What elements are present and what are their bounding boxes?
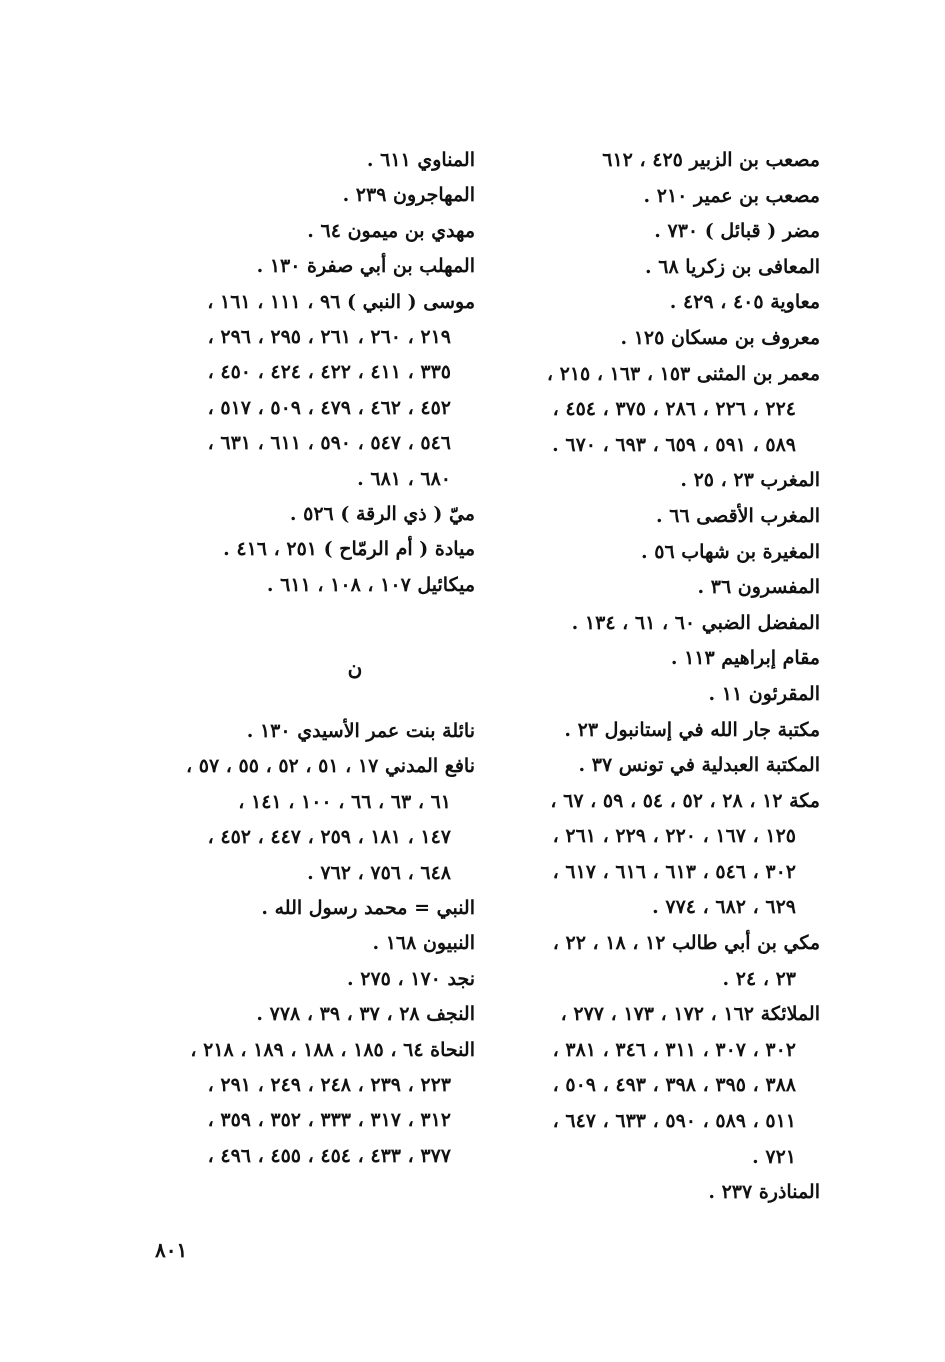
page-number: ٨٠١ xyxy=(155,1238,188,1262)
index-entries-nun xyxy=(155,714,475,1174)
index-column-left xyxy=(155,143,475,1174)
index-entry: الملائكة ١٦٢ ، ١٧٢ ، ١٧٣ ، ٢٧٧ ، xyxy=(560,1003,820,1026)
index-entry-continuation: ٧٢١ . xyxy=(752,1145,796,1168)
index-entry: المناذرة ٢٣٧ . xyxy=(708,1181,820,1204)
index-entry-continuation: ٣٣٥ ، ٤١١ ، ٤٢٢ ، ٤٢٤ ، ٤٥٠ ، xyxy=(207,361,451,384)
index-entry-continuation: ٣٨٨ ، ٣٩٥ ، ٣٩٨ ، ٤٩٣ ، ٥٠٩ ، xyxy=(552,1074,796,1097)
index-entry: مكة ١٢ ، ٢٨ ، ٥٢ ، ٥٤ ، ٥٩ ، ٦٧ ، xyxy=(550,789,820,812)
index-entry: المقرئون ١١ . xyxy=(708,682,820,705)
index-entry-continuation: ٣١٢ ، ٣١٧ ، ٣٣٣ ، ٣٥٢ ، ٣٥٩ ، xyxy=(207,1109,451,1132)
index-entry: النحاة ٦٤ ، ١٨٥ ، ١٨٨ ، ١٨٩ ، ٢١٨ ، xyxy=(190,1038,475,1061)
index-entry: مضر ( قبائل ) ٧٣٠ . xyxy=(654,220,820,243)
index-entry-continuation: ١٤٧ ، ١٨١ ، ٢٥٩ ، ٤٤٧ ، ٤٥٢ ، xyxy=(207,826,451,849)
index-entry-continuation: ٥١١ ، ٥٨٩ ، ٥٩٠ ، ٦٣٣ ، ٦٤٧ ، xyxy=(552,1110,796,1133)
index-entry-continuation: ٦٤٨ ، ٧٥٦ ، ٧٦٢ . xyxy=(307,861,451,884)
index-entry: المعافى بن زكريا ٦٨ . xyxy=(645,255,820,278)
index-entry: ميادة ( أم الرمّاح ) ٢٥١ ، ٤١٦ . xyxy=(223,538,475,561)
section-spacer xyxy=(155,698,475,714)
index-entry: المناوي ٦١١ . xyxy=(366,149,475,171)
index-entry: المفسرون ٣٦ . xyxy=(697,576,820,599)
index-entry: مقام إبراهيم ١١٣ . xyxy=(670,647,820,670)
index-column-right xyxy=(490,143,820,1211)
index-entry: نائلة بنت عمر الأسيدي ١٣٠ . xyxy=(246,720,475,743)
index-entries-mim xyxy=(155,143,475,603)
index-entry: المفضل الضبي ٦٠ ، ٦١ ، ١٣٤ . xyxy=(571,611,820,634)
index-entry: مهدي بن ميمون ٦٤ . xyxy=(307,219,475,242)
index-entry-continuation: ٥٤٦ ، ٥٤٧ ، ٥٩٠ ، ٦١١ ، ٦٣١ ، xyxy=(207,432,451,455)
section-letter-heading: ن xyxy=(347,656,363,681)
index-entry-continuation: ٦١ ، ٦٣ ، ٦٦ ، ١٠٠ ، ١٤١ ، xyxy=(238,790,451,813)
index-entry-continuation: ٦٢٩ ، ٦٨٢ ، ٧٧٤ . xyxy=(652,896,796,919)
index-entry: المغيرة بن شهاب ٥٦ . xyxy=(641,540,820,563)
index-entry: المهلب بن أبي صفرة ١٣٠ . xyxy=(256,255,475,278)
index-entry: معاوية ٤٠٥ ، ٤٢٩ . xyxy=(669,291,820,314)
index-entry-continuation: ٣٠٢ ، ٥٤٦ ، ٦١٣ ، ٦١٦ ، ٦١٧ ، xyxy=(552,860,796,883)
index-entry-continuation: ٢٢٤ ، ٢٢٦ ، ٢٨٦ ، ٣٧٥ ، ٤٥٤ ، xyxy=(552,398,796,421)
index-entry-continuation: ٣٧٧ ، ٤٣٣ ، ٤٥٤ ، ٤٥٥ ، ٤٩٦ ، xyxy=(207,1144,451,1167)
index-entry-continuation: ٢٢٣ ، ٢٣٩ ، ٢٤٨ ، ٢٤٩ ، ٢٩١ ، xyxy=(207,1073,451,1096)
index-entry-continuation: ٢٣ ، ٢٤ . xyxy=(722,967,796,990)
index-entry: مكتبة جار الله في إستانبول ٢٣ . xyxy=(564,718,820,741)
index-entry: معروف بن مسكان ١٢٥ . xyxy=(620,326,820,349)
index-entry: مصعب بن الزبير ٤٢٥ ، ٦١٢ xyxy=(602,149,820,171)
index-entry: المغرب ٢٣ ، ٢٥ . xyxy=(680,469,820,492)
index-entry: ميكائيل ١٠٧ ، ١٠٨ ، ٦١١ . xyxy=(266,573,475,596)
index-entry: المهاجرون ٢٣٩ . xyxy=(342,184,475,207)
index-entry-continuation: ٥٨٩ ، ٥٩١ ، ٦٥٩ ، ٦٩٣ ، ٦٧٠ . xyxy=(552,433,796,456)
index-entry: معمر بن المثنى ١٥٣ ، ١٦٣ ، ٢١٥ ، xyxy=(546,362,820,385)
index-entry-continuation: ١٢٥ ، ١٦٧ ، ٢٢٠ ، ٢٢٩ ، ٢٦١ ، xyxy=(552,825,796,848)
index-entry: مكي بن أبي طالب ١٢ ، ١٨ ، ٢٢ ، xyxy=(552,932,820,955)
section-gap xyxy=(155,603,475,638)
index-entry-continuation: ٦٨٠ ، ٦٨١ . xyxy=(357,467,451,490)
index-entry: مصعب بن عمير ٢١٠ . xyxy=(643,184,820,207)
index-entry: النبي = محمد رسول الله . xyxy=(261,897,475,920)
index-entry: ميّ ( ذي الرقة ) ٥٢٦ . xyxy=(289,502,475,525)
index-entry-continuation: ٢١٩ ، ٢٦٠ ، ٢٦١ ، ٢٩٥ ، ٢٩٦ ، xyxy=(207,325,451,348)
index-entry: موسى ( النبي ) ٩٦ ، ١١١ ، ١٦١ ، xyxy=(207,290,475,313)
index-entry: نافع المدني ١٧ ، ٥١ ، ٥٢ ، ٥٥ ، ٥٧ ، xyxy=(185,755,475,778)
index-entry-continuation: ٤٥٢ ، ٤٦٢ ، ٤٧٩ ، ٥٠٩ ، ٥١٧ ، xyxy=(207,396,451,419)
index-entry: النبيون ١٦٨ . xyxy=(372,932,475,955)
index-entry-continuation: ٣٠٢ ، ٣٠٧ ، ٣١١ ، ٣٤٦ ، ٣٨١ ، xyxy=(552,1038,796,1061)
index-entry: النجف ٢٨ ، ٣٧ ، ٣٩ ، ٧٧٨ . xyxy=(256,1003,475,1026)
index-entry: المكتبة العبدلية في تونس ٣٧ . xyxy=(578,754,820,777)
index-entry: المغرب الأقصى ٦٦ . xyxy=(656,504,820,527)
index-entry: نجد ١٧٠ ، ٢٧٥ . xyxy=(347,967,475,990)
